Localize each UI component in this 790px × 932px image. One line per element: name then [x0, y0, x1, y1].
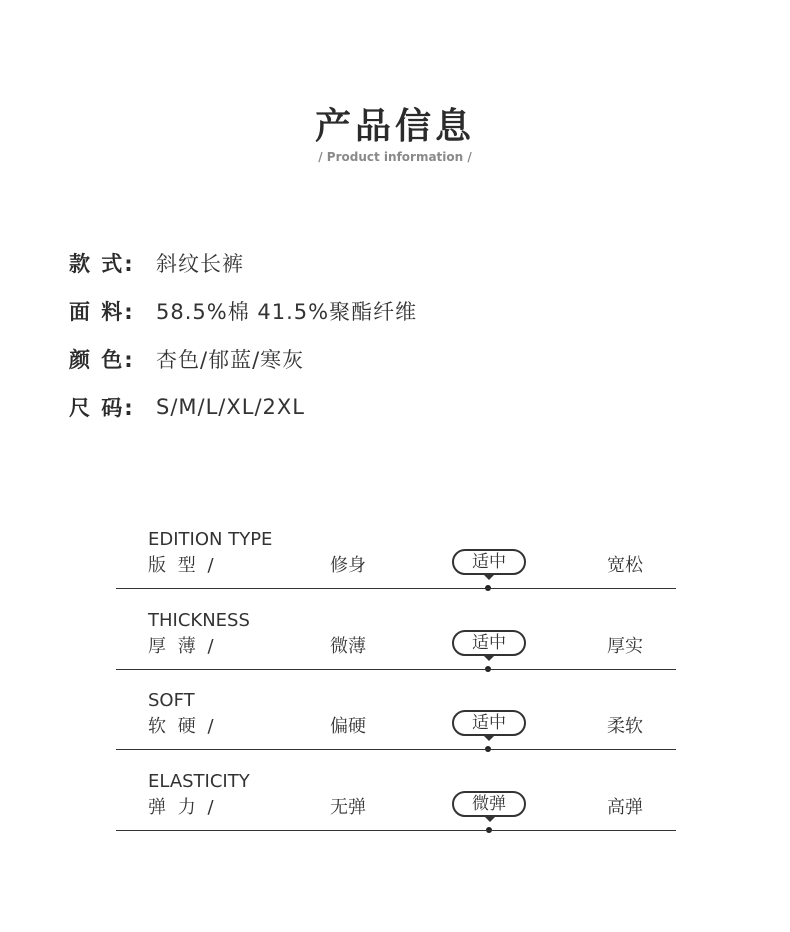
spec-en-label: EDITION TYPE	[148, 529, 273, 550]
spec-en-label: SOFT	[148, 690, 195, 711]
info-row-fabric	[69, 296, 417, 326]
spec-row-soft	[116, 670, 676, 750]
pill-pointer-icon	[485, 817, 495, 822]
spec-selected-pill: 适中	[452, 710, 526, 736]
spec-row-edition-type	[116, 509, 676, 589]
page-title: 产品信息	[314, 106, 475, 147]
spec-row-thickness	[116, 590, 676, 670]
spec-cn-label: 弹 力 /	[148, 797, 217, 818]
spec-min-label: 无弹	[330, 797, 366, 818]
pill-pointer-icon	[484, 575, 494, 580]
info-label: 颜 色:	[69, 348, 135, 372]
info-row-size	[69, 392, 305, 422]
pill-pointer-icon	[484, 736, 494, 741]
info-label: 尺 码:	[69, 396, 135, 420]
divider	[116, 749, 676, 750]
info-label: 款 式:	[69, 252, 135, 276]
info-label: 面 料:	[69, 300, 135, 324]
divider	[116, 588, 676, 589]
spec-min-label: 微薄	[330, 636, 366, 657]
spec-selected-pill: 适中	[452, 549, 526, 575]
spec-en-label: ELASTICITY	[148, 771, 250, 792]
divider	[116, 830, 676, 831]
spec-selected-pill: 适中	[452, 630, 526, 656]
spec-min-label: 修身	[330, 555, 366, 576]
spec-cn-label: 版 型 /	[148, 555, 217, 576]
spec-selected-pill: 微弹	[452, 791, 526, 817]
info-value: 58.5%棉 41.5%聚酯纤维	[156, 300, 418, 324]
spec-cn-label: 厚 薄 /	[148, 636, 217, 657]
spec-max-label: 柔软	[607, 716, 643, 737]
spec-max-label: 高弹	[607, 797, 643, 818]
spec-max-label: 宽松	[607, 555, 643, 576]
info-value: 杏色/郁蓝/寒灰	[156, 348, 305, 372]
spec-cn-label: 软 硬 /	[148, 716, 217, 737]
info-value: S/M/L/XL/2XL	[156, 395, 305, 419]
info-value: 斜纹长裤	[156, 252, 244, 276]
info-row-color	[69, 344, 304, 374]
spec-en-label: THICKNESS	[148, 610, 250, 631]
spec-row-elasticity	[116, 751, 676, 831]
spec-min-label: 偏硬	[330, 716, 366, 737]
page-subtitle: / Product information /	[318, 150, 472, 164]
spec-max-label: 厚实	[607, 636, 643, 657]
pill-pointer-icon	[484, 656, 494, 661]
info-row-style	[69, 248, 244, 278]
